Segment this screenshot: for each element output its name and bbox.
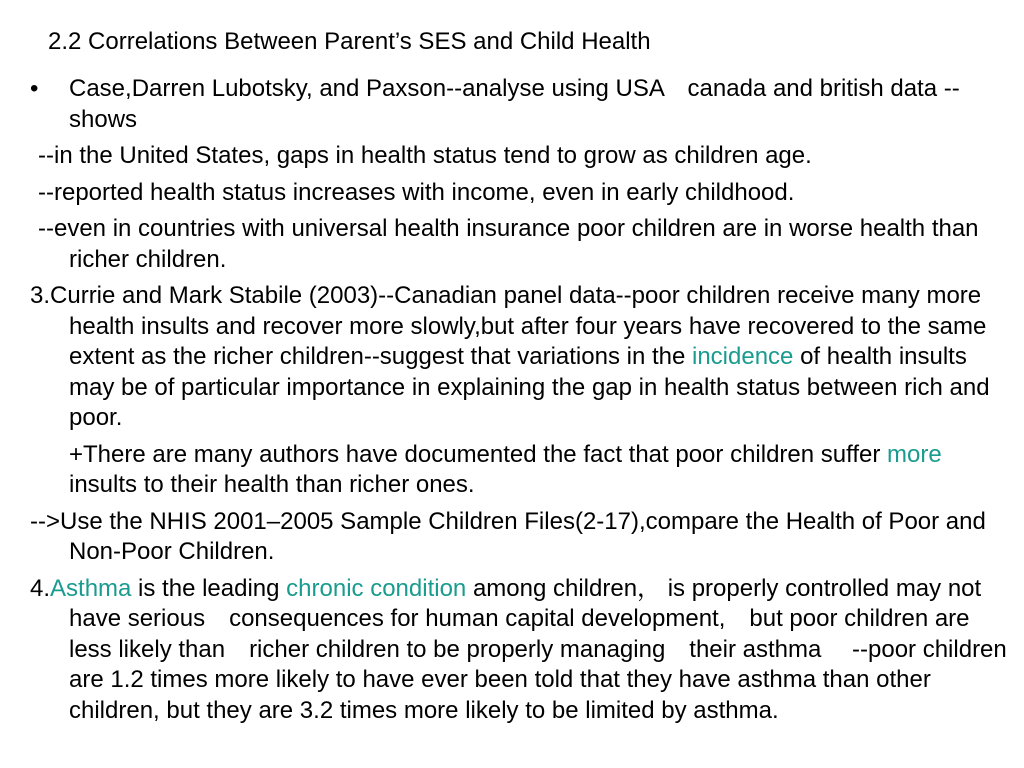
highlight-more: more <box>887 440 942 468</box>
slide-title: 2.2 Correlations Between Parent’s SES and Child Health <box>48 28 651 55</box>
us-gap-line: --in the United States, gaps in health status tend to grow as children age. <box>38 142 812 169</box>
paragraph-text: +There are many authors have documented the fact that poor children suffer <box>69 440 888 468</box>
highlight-asthma: Asthma <box>50 574 132 602</box>
paragraph-text: insults to their health than richer ones. <box>69 471 475 498</box>
paragraph-text: is the leading <box>131 574 287 602</box>
bullet-icon: • <box>30 75 39 102</box>
bullet-item <box>30 74 1010 135</box>
slide-body <box>30 74 1010 732</box>
authors-paragraph <box>30 440 1010 501</box>
highlight-chronic-condition: chronic condition <box>286 574 467 602</box>
paragraph-text: 4. <box>30 574 51 602</box>
income-line: --reported health status increases with income, even in early childhood. <box>38 178 795 206</box>
bullet-text: Case,Darren Lubotsky, and Paxson--analyse using USA canada and british data --shows <box>69 75 960 133</box>
paragraph-text: of health insults may be of particular importance in explaining the gap in health status between rich and poor. <box>69 343 990 431</box>
paragraph-text: among children， is properly controlled may not have serious consequences for human capital development, but poor children are less likely than richer children to be properly managing their asthma --poor children are 1.2 times more likely to have ever been told that they have asthma than other children, but they are 3.2 times more likely to be limited by asthma. <box>69 574 1007 724</box>
highlight-incidence: incidence <box>692 343 794 370</box>
currie-stabile-paragraph <box>30 281 1010 434</box>
paragraph-text: 3.Currie and Mark Stabile (2003)--Canadian panel data--poor children receive many more health insults and recover more slowly,but after four years have recovered to the same extent as the richer children--suggest that variations in the <box>30 282 987 370</box>
asthma-paragraph <box>30 574 1010 727</box>
nhis-paragraph: -->Use the NHIS 2001–2005 Sample Children Files(2-17),compare the Health of Poor and Non-Poor Children. <box>30 507 986 565</box>
insurance-line: --even in countries with universal health insurance poor children are in worse health than richer children. <box>38 215 979 273</box>
